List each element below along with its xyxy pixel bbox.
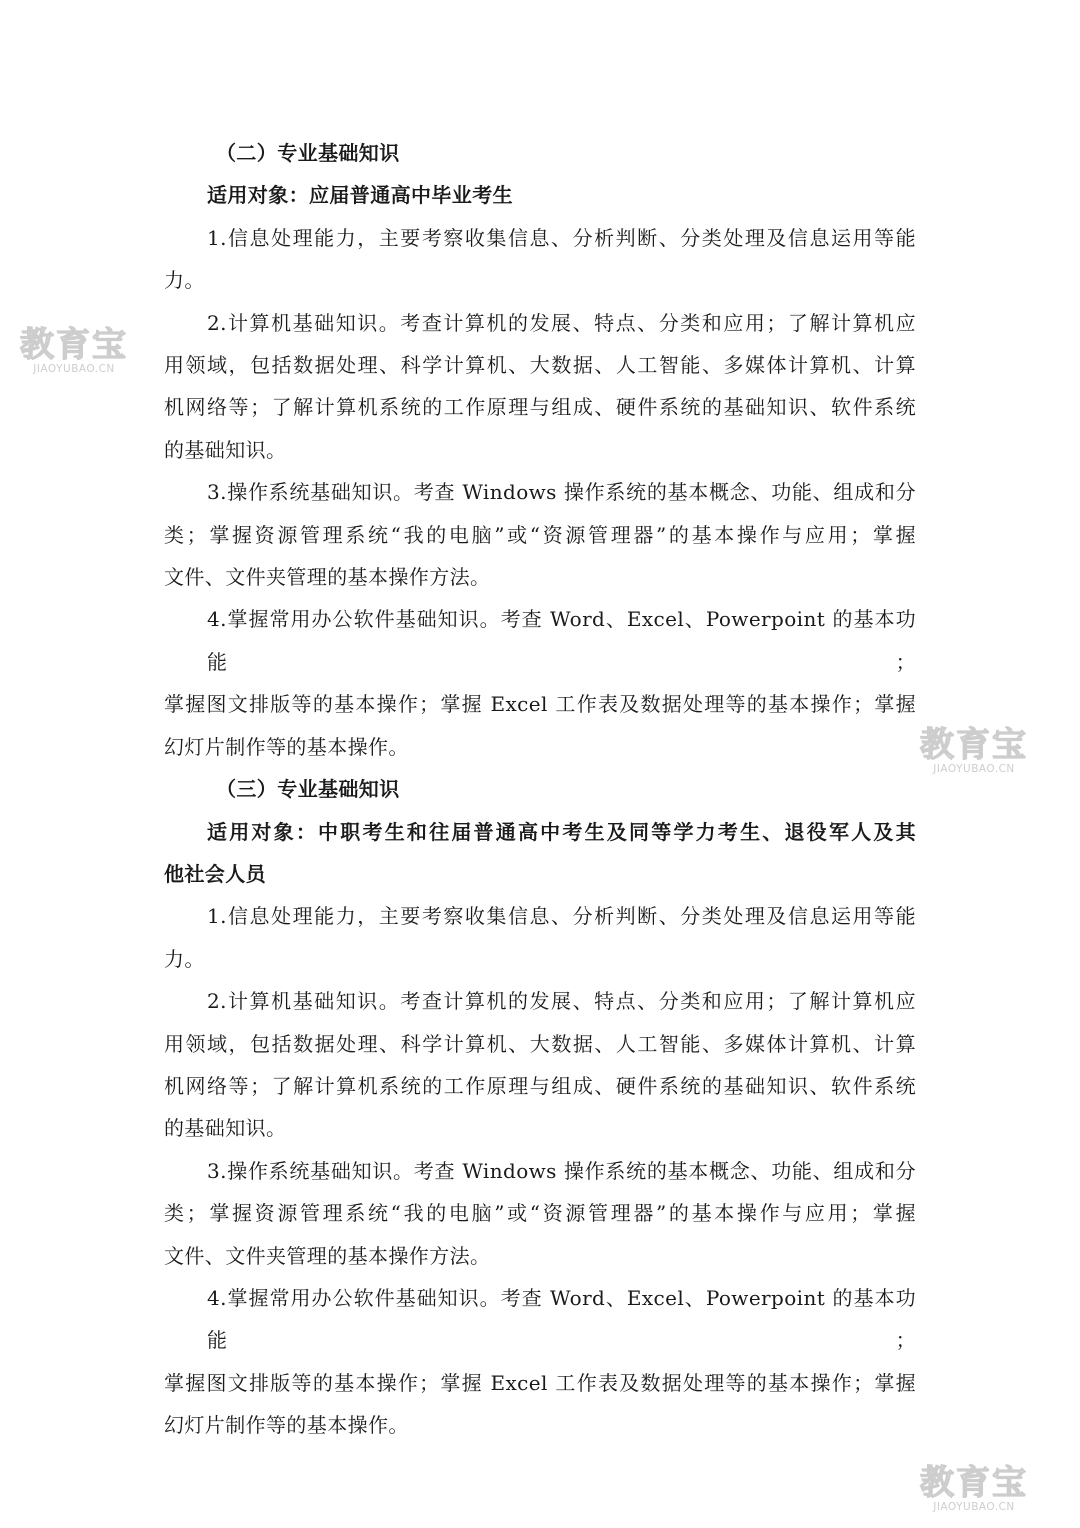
paragraph-line: 3.操作系统基础知识。考查 Windows 操作系统的基本概念、功能、组成和分 <box>207 480 916 505</box>
watermark-cn: 教育宝 <box>920 1463 1028 1503</box>
watermark-en: JIAOYUBAO.CN <box>933 763 1015 775</box>
paragraph-line: 力。 <box>164 946 205 971</box>
section2-item-1 <box>164 217 916 302</box>
watermark-en: JIAOYUBAO.CN <box>933 1501 1015 1513</box>
watermark-logo <box>18 327 130 375</box>
watermark-en: JIAOYUBAO.CN <box>33 363 115 375</box>
paragraph-line: 幻灯片制作等的基本操作。 <box>164 734 409 759</box>
section2-item-4 <box>164 598 916 768</box>
paragraph-line: 的基础知识。 <box>164 1116 287 1141</box>
paragraph-line: 用领域，包括数据处理、科学计算机、大数据、人工智能、多媒体计算机、计算 <box>164 353 916 378</box>
paragraph-line: 机网络等；了解计算机系统的工作原理与组成、硬件系统的基础知识、软件系统 <box>164 395 916 420</box>
document-body <box>164 132 916 1447</box>
section3-item-1 <box>164 895 916 980</box>
paragraph-line: 2.计算机基础知识。考查计算机的发展、特点、分类和应用；了解计算机应 <box>207 989 916 1014</box>
section2-item-2 <box>164 302 916 472</box>
paragraph-line: 文件、文件夹管理的基本操作方法。 <box>164 565 491 590</box>
paragraph-line: 类；掌握资源管理系统“我的电脑”或“资源管理器”的基本操作与应用；掌握 <box>164 522 916 547</box>
watermark-logo <box>918 1465 1030 1513</box>
paragraph-line: 力。 <box>164 268 205 293</box>
paragraph-line: 2.计算机基础知识。考查计算机的发展、特点、分类和应用；了解计算机应 <box>207 310 916 335</box>
paragraph-line: 用领域，包括数据处理、科学计算机、大数据、人工智能、多媒体计算机、计算 <box>164 1031 916 1056</box>
section2-item-3 <box>164 471 916 598</box>
paragraph-line: 机网络等；了解计算机系统的工作原理与组成、硬件系统的基础知识、软件系统 <box>164 1073 916 1098</box>
audience-line-2: 适用对象：应届普通高中毕业考生 <box>207 183 513 208</box>
watermark-logo <box>918 727 1030 775</box>
paragraph-line: 1.信息处理能力，主要考察收集信息、分析判断、分类处理及信息运用等能 <box>207 225 916 250</box>
watermark-cn: 教育宝 <box>920 725 1028 765</box>
paragraph-line: 类；掌握资源管理系统“我的电脑”或“资源管理器”的基本操作与应用；掌握 <box>164 1201 916 1226</box>
paragraph-line: 3.操作系统基础知识。考查 Windows 操作系统的基本概念、功能、组成和分 <box>207 1158 916 1183</box>
paragraph-line: 掌握图文排版等的基本操作；掌握 Excel 工作表及数据处理等的基本操作；掌握 <box>164 1370 916 1395</box>
paragraph-line: 4.掌握常用办公软件基础知识。考查 Word、Excel、Powerpoint 的基本功能； <box>207 1285 916 1353</box>
watermark-cn: 教育宝 <box>20 325 128 365</box>
paragraph-line: 的基础知识。 <box>164 437 287 462</box>
audience-line-3b: 他社会人员 <box>164 861 266 886</box>
paragraph-line: 1.信息处理能力，主要考察收集信息、分析判断、分类处理及信息运用等能 <box>207 904 916 929</box>
section3-item-4 <box>164 1277 916 1447</box>
paragraph-line: 文件、文件夹管理的基本操作方法。 <box>164 1243 491 1268</box>
section-heading-2: （二）专业基础知识 <box>216 141 400 165</box>
section3-item-2 <box>164 980 916 1150</box>
section-heading-3: （三）专业基础知识 <box>216 777 400 802</box>
paragraph-line: 幻灯片制作等的基本操作。 <box>164 1413 409 1438</box>
paragraph-line: 掌握图文排版等的基本操作；掌握 Excel 工作表及数据处理等的基本操作；掌握 <box>164 692 916 717</box>
section3-item-3 <box>164 1150 916 1277</box>
audience-line-3a: 适用对象：中职考生和往届普通高中考生及同等学力考生、退役军人及其 <box>207 819 916 844</box>
paragraph-line: 4.掌握常用办公软件基础知识。考查 Word、Excel、Powerpoint 的基本功能； <box>207 607 916 674</box>
